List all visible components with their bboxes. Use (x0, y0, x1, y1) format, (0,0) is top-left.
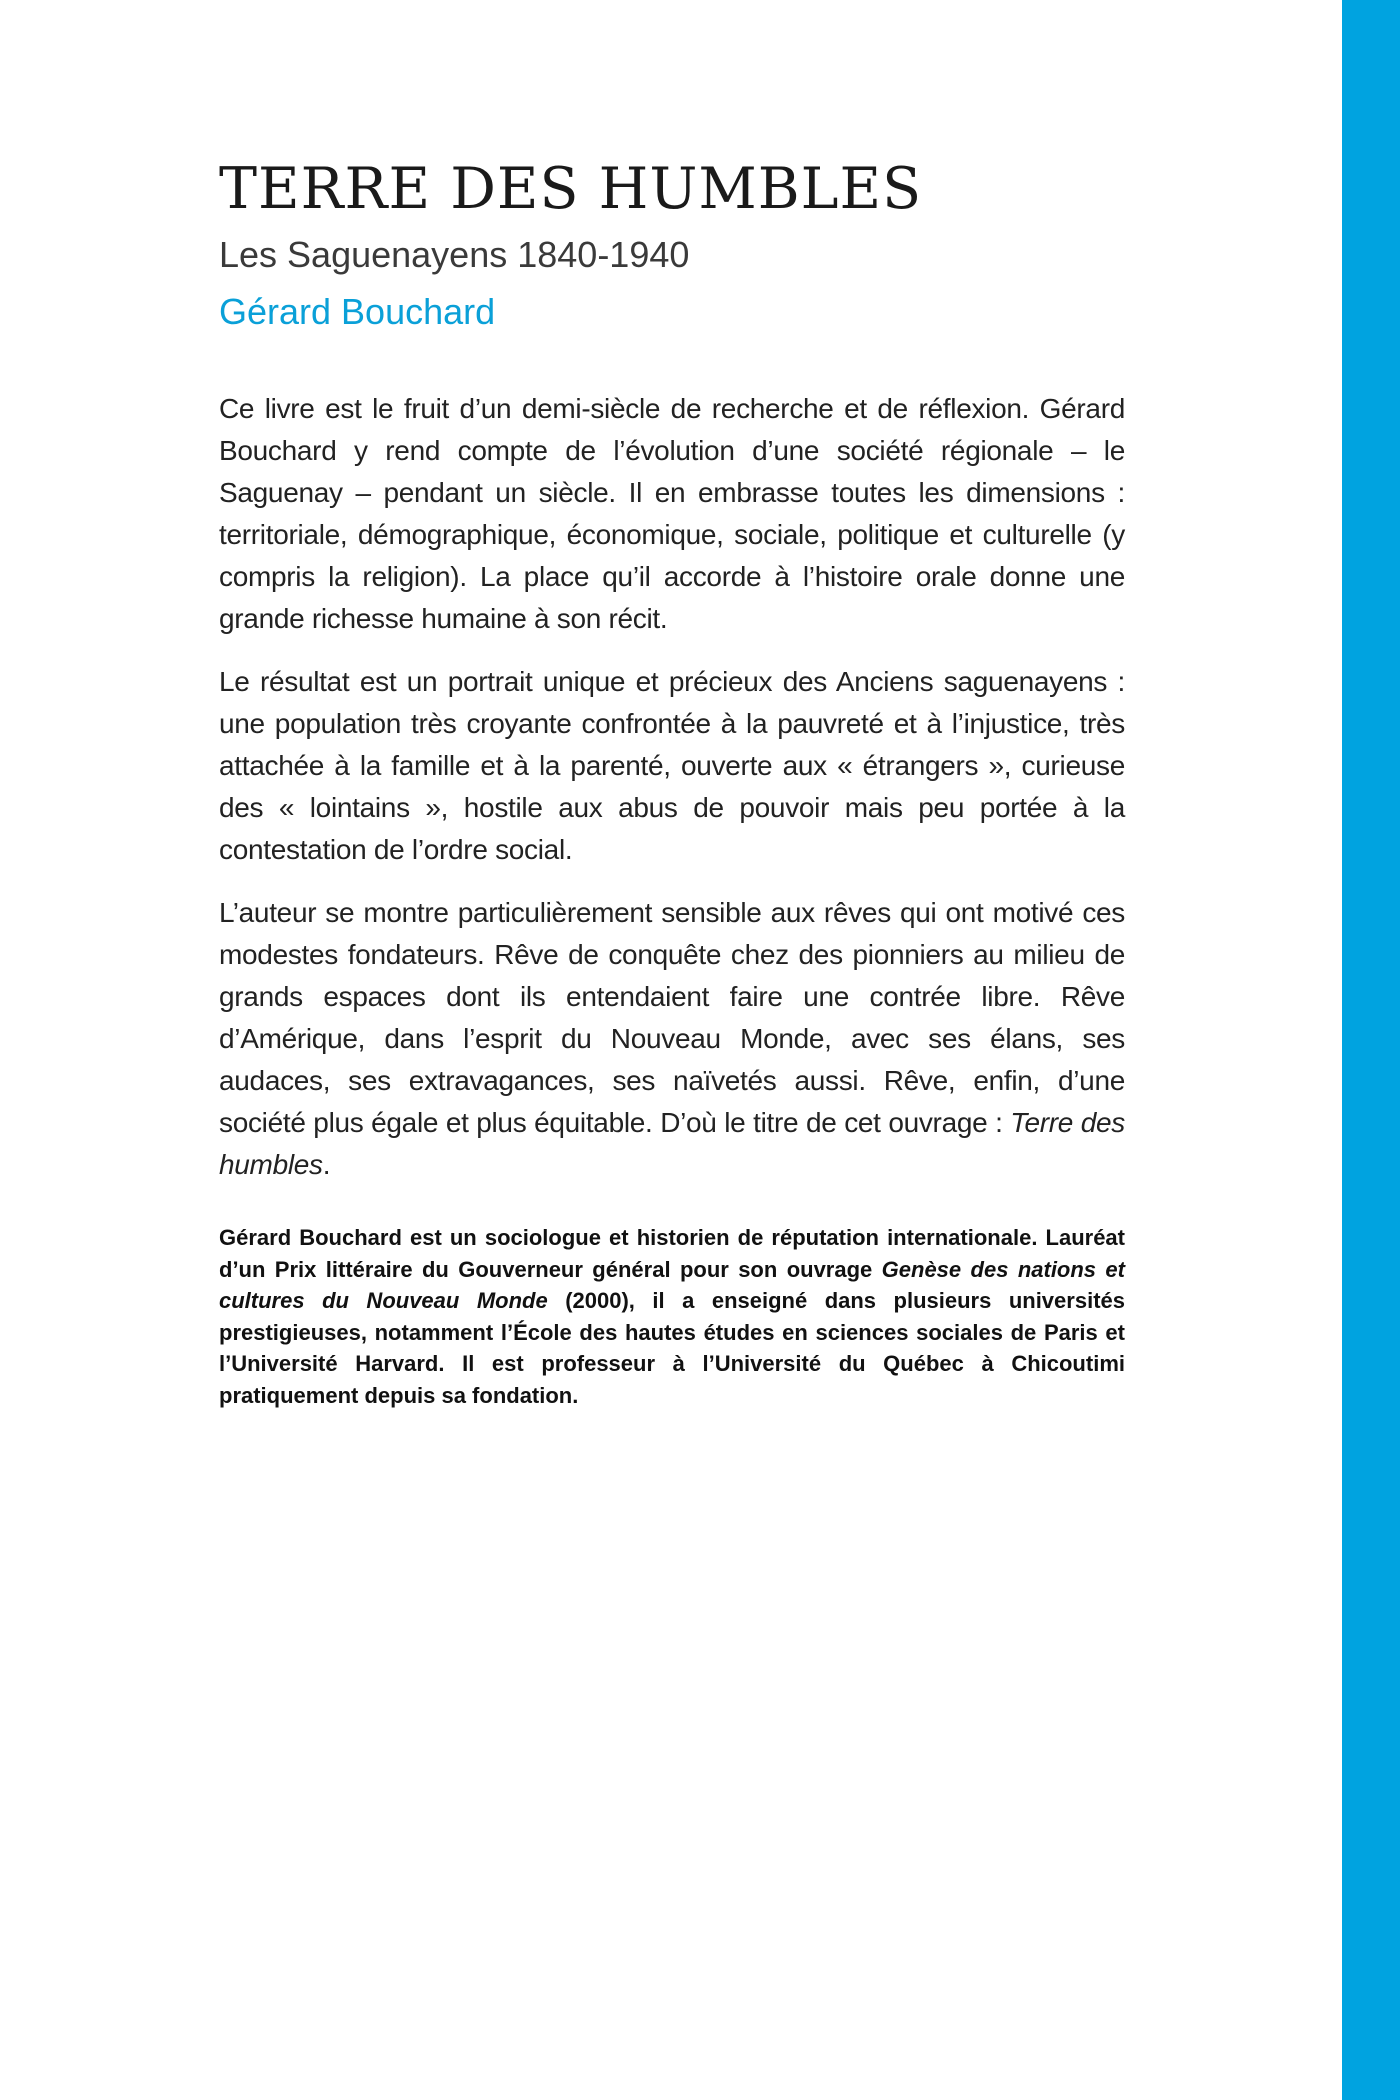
description (219, 388, 1125, 1186)
description-paragraph-1: Ce livre est le fruit d’un demi-siècle de recherche et de réflexion. Gérard Bouchard y rend compte de l’évolution d’une société régionale – le Saguenay – pendant un siècle. Il en embrasse toutes les dimensions : territoriale, démographique, économique, sociale, politique et culturelle (y compris la religion). La place qu’il accorde à l’histoire orale donne une grande richesse humaine à son récit. (219, 393, 1125, 635)
description-paragraph-3 (219, 892, 1125, 1186)
book-subtitle: Les Saguenayens 1840-1940 (219, 233, 690, 275)
description-paragraph-2: Le résultat est un portrait unique et précieux des Anciens saguenayens : une population très croyante confrontée à la pauvreté et à l’injustice, très attachée à la famille et à la parenté, ouverte aux « étrangers », curieuse des « lointains », hostile aux abus de pouvoir mais peu portée à la contestation de l’ordre social. (219, 666, 1125, 866)
bio-book-title: Genèse des nations et cultures du Nouveau Monde (219, 1256, 1125, 1314)
author-bio (219, 1222, 1125, 1411)
paragraph-3-text: L’auteur se montre particulièrement sensible aux rêves qui ont motivé ces modestes fondateurs. Rêve de conquête chez des pionniers au milieu de grands espaces dont ils entendaient faire une contrée libre. Rêve d’Amérique, dans l’esprit du Nouveau Monde, avec ses élans, ses audaces, ses extravagances, ses naïvetés aussi. Rêve, enfin, d’une société plus égale et plus équitable. D’où le titre de cet ouvrage : (219, 897, 1125, 1139)
back-cover-content (219, 158, 1125, 1411)
bio-text-2: (2000), il a enseigné dans plusieurs universités prestigieuses, notamment l’École des hautes études en sciences sociales de Paris et l’Université Harvard. Il est professeur à l’Université du Québec à Chicoutimi pratiquement depuis sa fondation. (219, 1288, 1125, 1408)
paragraph-3-book-title: Terre des humbles (219, 1107, 1125, 1181)
book-author: Gérard Bouchard (219, 290, 496, 332)
bio-text-1: Gérard Bouchard est un sociologue et historien de réputation internationale. Lauréat d’un Prix littéraire du Gouverneur général pour son ouvrage (219, 1225, 1125, 1282)
accent-band (1342, 0, 1400, 2100)
book-title: TERRE DES HUMBLES (219, 156, 923, 222)
paragraph-3-end: . (322, 1149, 331, 1181)
